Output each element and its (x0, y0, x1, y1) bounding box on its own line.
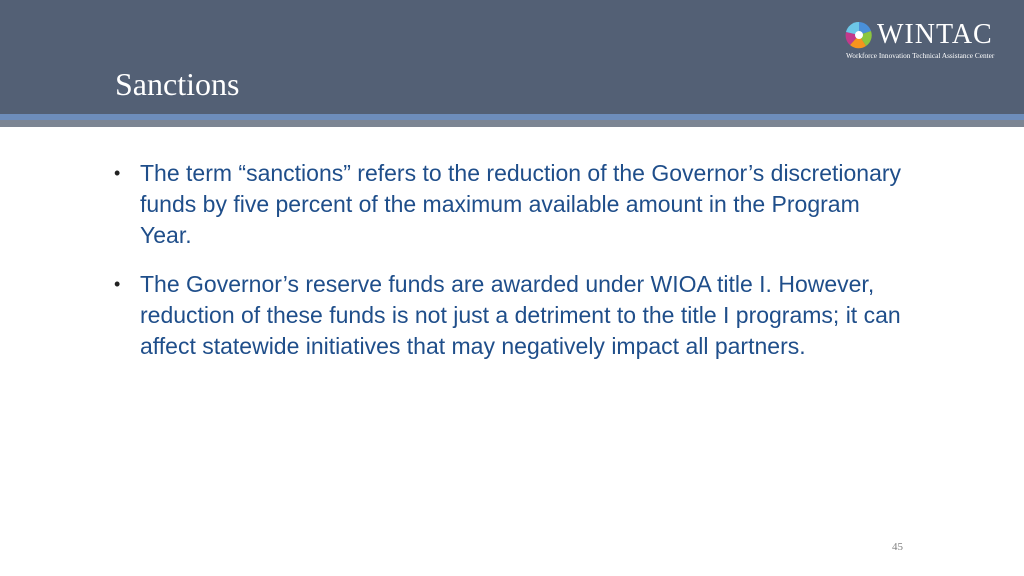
header-divider-band (0, 120, 1024, 127)
pinwheel-logo-icon (844, 20, 874, 50)
bullet-text: The term “sanctions” refers to the reduction of the Governor’s discretionary funds by five percent of the maximum available amount in the Program Year. (140, 160, 902, 248)
bullet-marker: • (114, 163, 121, 183)
bullet-item (112, 269, 912, 362)
wintac-logo (844, 18, 1014, 62)
slide-title: Sanctions (115, 66, 240, 102)
slide-header (0, 0, 1024, 114)
logo-tagline: Workforce Innovation Technical Assistance Center (846, 51, 995, 60)
bullet-marker: • (114, 274, 121, 294)
page-number: 45 (892, 541, 903, 553)
bullet-item (112, 158, 912, 251)
logo-name: WINTAC (877, 19, 993, 50)
bullet-text: The Governor’s reserve funds are awarded under WIOA title I. However, reduction of these funds is not just a detriment to the title I programs; it can affect statewide initiatives that may negatively impact all partners. (140, 271, 901, 359)
bullet-list (112, 158, 912, 380)
